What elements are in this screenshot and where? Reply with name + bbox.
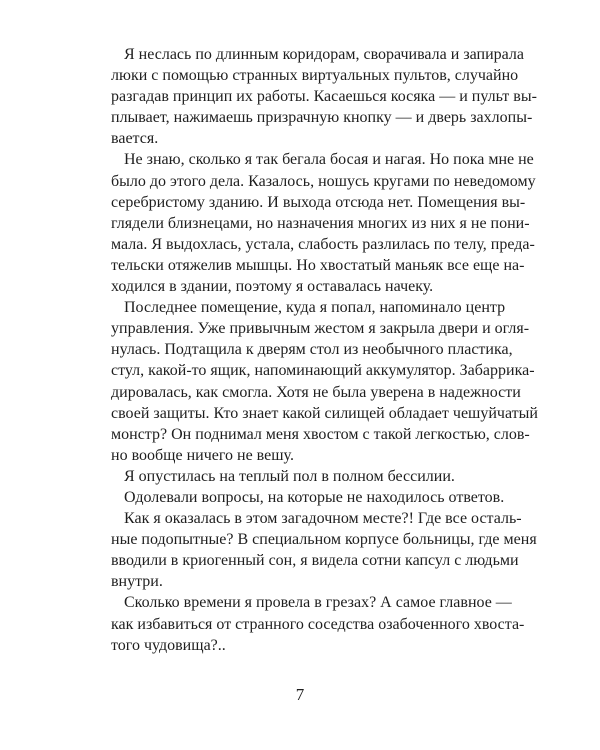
text-line: разгадав принцип их работы. Касаешься косяка — и пульт вы- [111, 88, 537, 106]
paragraph [111, 149, 536, 297]
text-line: как избавиться от странного соседства озабоченного хвоста- [111, 615, 525, 633]
paragraph [111, 297, 538, 466]
text-line: Одолевали вопросы, на которые не находилось ответов. [124, 488, 505, 506]
text-line: Как я оказалась в этом загадочном месте?! Где все осталь- [124, 510, 522, 528]
text-line: Последнее помещение, куда я попал, напоминало центр [124, 299, 506, 317]
text-line: своей защиты. Кто знает какой силищей обладает чешуйчатый [111, 404, 538, 422]
page-number: 7 [295, 685, 305, 704]
text-line: вводили в криогенный сон, я видела сотни капсул с людьми [111, 552, 519, 570]
paragraph [111, 466, 490, 487]
text-line: серебристому зданию. И выхода отсюда нет. Помещения вы- [111, 193, 526, 211]
text-line: мала. Я выдохлась, устала, слабость разлилась по телу, преда- [111, 235, 535, 253]
text-line: того чудовища?.. [111, 636, 226, 654]
text-line: глядели близнецами, но назначения многих из них я не пони- [111, 214, 530, 232]
text-line: люки с помощью странных виртуальных пультов, случайно [111, 67, 519, 85]
text-line: но вообще ничего не вешу. [111, 446, 294, 464]
text-line: Я опустилась на теплый пол в полном бессилии. [124, 467, 455, 485]
paragraph [111, 487, 505, 508]
text-line: управления. Уже привычным жестом я закрыла двери и огля- [111, 320, 530, 338]
text-line: Я неслась по длинным коридорам, сворачивала и запирала [124, 46, 524, 63]
paragraph [111, 508, 537, 592]
text-line: тельски отяжелив мышцы. Но хвостатый маньяк все еще на- [111, 256, 525, 274]
text-line: Сколько времени я провела в грезах? А самое главное — [124, 594, 512, 612]
text-line: вается. [111, 130, 159, 148]
text-line: ные подопытные? В специальном корпусе больницы, где меня [111, 531, 537, 549]
text-line: нулась. Подтащила к дверям стол из необычного пластика, [111, 341, 513, 359]
text-line: стул, какой-то ящик, напоминающий аккумулятор. Забаррика- [111, 362, 535, 380]
text-line: дировалась, как смогла. Хотя не была уверена в надежности [111, 383, 521, 401]
text-line: было до этого дела. Казалось, ношусь кругами по неведомому [111, 172, 536, 190]
body-text [111, 44, 538, 656]
text-line: ходился в здании, поэтому я оставалась начеку. [111, 278, 434, 296]
text-line: монстр? Он поднимал меня хвостом с такой легкостью, слов- [111, 425, 530, 443]
text-line: Не знаю, сколько я так бегала босая и нагая. Но пока мне не [124, 151, 534, 169]
paragraph [111, 44, 537, 149]
text-line: внутри. [111, 573, 163, 591]
text-line: плывает, нажимаешь призрачную кнопку — и дверь захлопы- [111, 109, 533, 127]
paragraph [111, 592, 525, 655]
